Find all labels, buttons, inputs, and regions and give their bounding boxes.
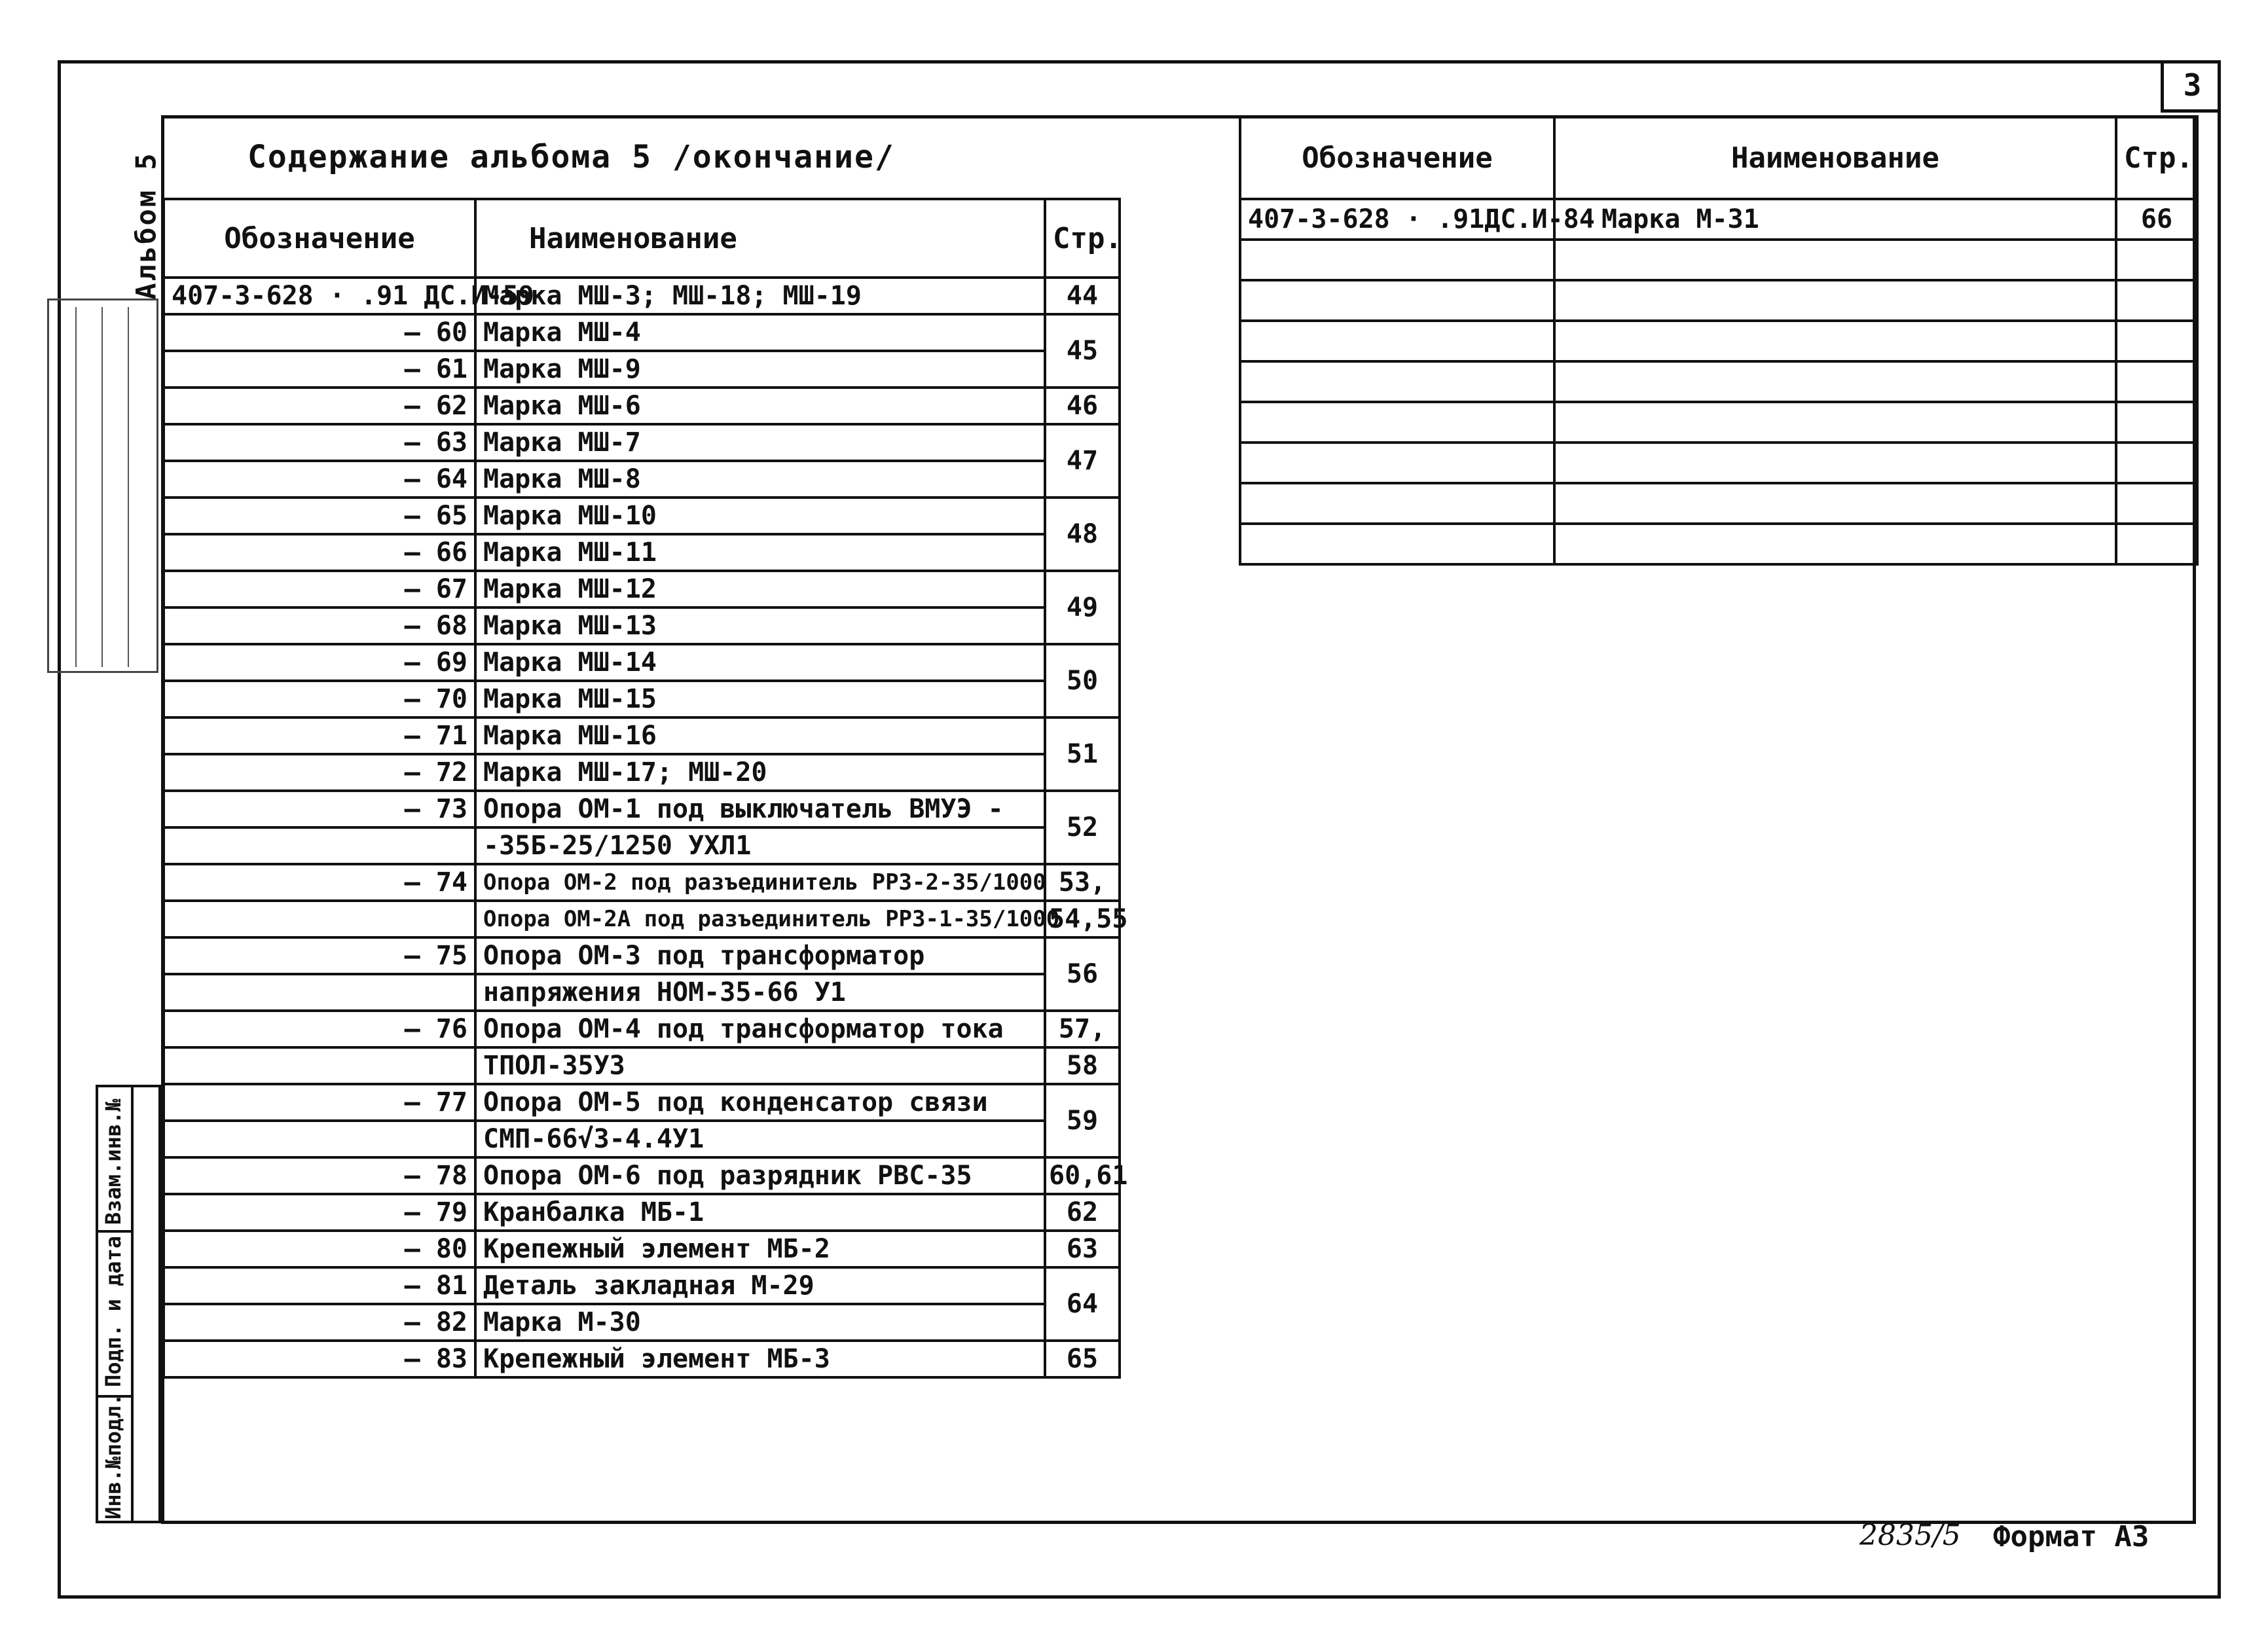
row-name: Марка МШ-3; МШ-18; МШ-19 — [475, 278, 1045, 314]
row-code: – 71 — [164, 717, 475, 754]
row-code — [1240, 361, 1554, 402]
row-name: Опора ОМ-6 под разрядник РВС-35 — [475, 1157, 1045, 1194]
row-code: – 68 — [164, 607, 475, 644]
table-row — [1240, 524, 2197, 564]
table-row — [164, 1157, 1120, 1194]
table-row — [164, 1121, 1120, 1157]
table-row — [1240, 199, 2197, 240]
row-page: 45 — [1045, 314, 1120, 388]
table-row — [164, 974, 1120, 1011]
row-page — [2116, 280, 2197, 321]
table-row — [1240, 321, 2197, 361]
table-row — [164, 314, 1120, 351]
row-name — [1554, 361, 2116, 402]
row-name — [1554, 483, 2116, 524]
table-row — [164, 1267, 1120, 1304]
row-code: – 72 — [164, 754, 475, 791]
contents-table-right — [1239, 115, 2199, 566]
header-code: Обозначение — [164, 199, 475, 278]
album-label-container — [118, 151, 162, 300]
side-stamp-label-sign-date: Подп. и дата — [101, 1235, 126, 1387]
row-page: 53, — [1045, 864, 1120, 901]
row-page: 59 — [1045, 1084, 1120, 1157]
table-row — [1240, 280, 2197, 321]
side-stamp — [96, 1085, 161, 1523]
row-code — [164, 974, 475, 1011]
row-code: – 76 — [164, 1011, 475, 1047]
row-page — [2116, 483, 2197, 524]
page-title: Содержание альбома 5 /окончание/ — [247, 139, 895, 175]
row-name: Крепежный элемент МБ-2 — [475, 1231, 1045, 1267]
row-name: Марка МШ-11 — [475, 534, 1045, 571]
contents-table-left — [162, 198, 1128, 1379]
row-name: Марка МШ-13 — [475, 607, 1045, 644]
row-code: – 78 — [164, 1157, 475, 1194]
row-name: Опора ОМ-1 под выключатель ВМУЭ - — [475, 791, 1045, 827]
row-code — [1240, 240, 1554, 280]
row-code: – 60 — [164, 314, 475, 351]
row-page: 49 — [1045, 571, 1120, 644]
row-name: Марка МШ-9 — [475, 351, 1045, 388]
row-name: Марка МШ-8 — [475, 461, 1045, 498]
row-name: Марка МШ-15 — [475, 681, 1045, 717]
row-name — [1554, 321, 2116, 361]
approval-stamp — [47, 299, 158, 673]
table-row — [164, 644, 1120, 681]
table-row — [164, 1011, 1120, 1047]
table-row — [164, 1194, 1120, 1231]
row-code: – 74 — [164, 864, 475, 901]
row-name: Марка МШ-14 — [475, 644, 1045, 681]
row-code — [1240, 524, 1554, 564]
table-row — [164, 1341, 1120, 1377]
row-code — [1240, 443, 1554, 483]
row-code: – 65 — [164, 498, 475, 534]
row-page: 50 — [1045, 644, 1120, 717]
row-page — [2116, 321, 2197, 361]
row-name: Марка МШ-16 — [475, 717, 1045, 754]
row-code: – 83 — [164, 1341, 475, 1377]
row-name: Марка М-30 — [475, 1304, 1045, 1341]
format-label: Формат А3 — [1993, 1520, 2149, 1553]
row-page: 47 — [1045, 424, 1120, 498]
row-code — [1240, 402, 1554, 443]
row-page: 46 — [1045, 388, 1120, 424]
row-name: Марка М-31 — [1554, 199, 2116, 240]
row-page — [2116, 402, 2197, 443]
row-code: – 61 — [164, 351, 475, 388]
row-name: Марка МШ-7 — [475, 424, 1045, 461]
row-code: – 73 — [164, 791, 475, 827]
row-code: – 69 — [164, 644, 475, 681]
row-code: – 77 — [164, 1084, 475, 1121]
table-header-row — [164, 199, 1120, 278]
row-name: Опора ОМ-3 под трансформатор — [475, 937, 1045, 974]
page-number: 3 — [2161, 60, 2221, 113]
table-row — [164, 424, 1120, 461]
side-stamp-label-replace-inv: Взам.инв.№ — [101, 1098, 126, 1225]
table-row — [164, 681, 1120, 717]
row-page: 64 — [1045, 1267, 1120, 1341]
row-name — [1554, 524, 2116, 564]
side-stamp-label-inv-original: Инв.№подл. — [101, 1393, 126, 1519]
row-page: 60,61 — [1045, 1157, 1120, 1194]
row-code — [164, 827, 475, 864]
table-row — [1240, 402, 2197, 443]
row-page: 52 — [1045, 791, 1120, 864]
header-name: Наименование — [475, 199, 1045, 278]
row-code — [164, 1047, 475, 1084]
sheet-number: 2835/5 — [1859, 1519, 1961, 1552]
table-row — [164, 278, 1120, 314]
row-name: Деталь закладная М-29 — [475, 1267, 1045, 1304]
row-code — [1240, 280, 1554, 321]
row-code — [164, 1121, 475, 1157]
row-page: 56 — [1045, 937, 1120, 1011]
table-row — [164, 717, 1120, 754]
row-name: Марка МШ-4 — [475, 314, 1045, 351]
side-stamp-divider — [98, 1230, 131, 1233]
row-code — [1240, 321, 1554, 361]
row-code: – 70 — [164, 681, 475, 717]
row-page: 58 — [1045, 1047, 1120, 1084]
row-page: 54,55 — [1045, 901, 1120, 937]
header-page: Стр. — [1045, 199, 1120, 278]
table-row — [164, 1304, 1120, 1341]
table-row — [164, 388, 1120, 424]
header-page: Стр. — [2116, 117, 2197, 199]
row-page: 63 — [1045, 1231, 1120, 1267]
row-name: Опора ОМ-4 под трансформатор тока — [475, 1011, 1045, 1047]
row-code: 407-3-628 · .91 ДС.И-59 — [164, 278, 475, 314]
row-code: – 82 — [164, 1304, 475, 1341]
table-row — [164, 351, 1120, 388]
table-row — [164, 1047, 1120, 1084]
row-code: 407-3-628 · .91ДС.И-84 — [1240, 199, 1554, 240]
row-name — [1554, 280, 2116, 321]
table-row — [164, 864, 1120, 901]
table-row — [1240, 240, 2197, 280]
table-row — [164, 754, 1120, 791]
row-name: Марка МШ-10 — [475, 498, 1045, 534]
row-code: – 64 — [164, 461, 475, 498]
row-name: Марка МШ-17; МШ-20 — [475, 754, 1045, 791]
row-name: Опора ОМ-2А под разъединитель РРЗ-1-35/1000 — [475, 901, 1045, 937]
table-row — [164, 498, 1120, 534]
row-page: 65 — [1045, 1341, 1120, 1377]
row-page — [2116, 361, 2197, 402]
row-code: – 75 — [164, 937, 475, 974]
row-name — [1554, 240, 2116, 280]
row-page — [2116, 524, 2197, 564]
table-row — [164, 827, 1120, 864]
row-name: Кранбалка МБ-1 — [475, 1194, 1045, 1231]
row-page: 48 — [1045, 498, 1120, 571]
row-name: СМП-66√3-4.4У1 — [475, 1121, 1045, 1157]
row-name: ТПОЛ-35У3 — [475, 1047, 1045, 1084]
table-header-row — [1240, 117, 2197, 199]
row-code: – 62 — [164, 388, 475, 424]
table-row — [1240, 361, 2197, 402]
table-row — [1240, 483, 2197, 524]
row-name: Марка МШ-12 — [475, 571, 1045, 607]
row-code: – 67 — [164, 571, 475, 607]
row-name: Марка МШ-6 — [475, 388, 1045, 424]
table-row — [164, 607, 1120, 644]
row-page: 57, — [1045, 1011, 1120, 1047]
row-name: -35Б-25/1250 УХЛ1 — [475, 827, 1045, 864]
header-name: Наименование — [1554, 117, 2116, 199]
table-row — [164, 791, 1120, 827]
row-name: Крепежный элемент МБ-3 — [475, 1341, 1045, 1377]
album-label: Альбом 5 — [130, 151, 162, 300]
approval-stamp-lines — [56, 307, 154, 667]
row-name — [1554, 402, 2116, 443]
row-name: напряжения НОМ-35-66 У1 — [475, 974, 1045, 1011]
table-row — [164, 571, 1120, 607]
table-row — [164, 1084, 1120, 1121]
table-row — [164, 461, 1120, 498]
table-row — [164, 534, 1120, 571]
row-code: – 79 — [164, 1194, 475, 1231]
row-name: Опора ОМ-5 под конденсатор связи — [475, 1084, 1045, 1121]
row-code: – 81 — [164, 1267, 475, 1304]
row-page: 51 — [1045, 717, 1120, 791]
table-row — [164, 937, 1120, 974]
row-code: – 63 — [164, 424, 475, 461]
side-stamp-column — [131, 1087, 166, 1521]
table-row — [164, 901, 1120, 937]
row-name: Опора ОМ-2 под разъединитель РРЗ-2-35/1000 — [475, 864, 1045, 901]
row-page — [2116, 240, 2197, 280]
table-row — [1240, 443, 2197, 483]
row-page: 62 — [1045, 1194, 1120, 1231]
row-code: – 66 — [164, 534, 475, 571]
row-code — [1240, 483, 1554, 524]
row-code: – 80 — [164, 1231, 475, 1267]
row-code — [164, 901, 475, 937]
header-code: Обозначение — [1240, 117, 1554, 199]
table-row — [164, 1231, 1120, 1267]
row-page: 44 — [1045, 278, 1120, 314]
row-name — [1554, 443, 2116, 483]
row-page — [2116, 443, 2197, 483]
row-page: 66 — [2116, 199, 2197, 240]
